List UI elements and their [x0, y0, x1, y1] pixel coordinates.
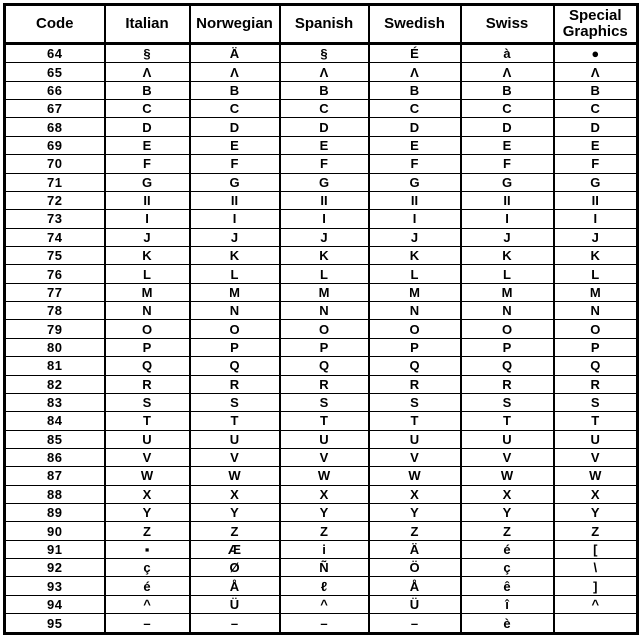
char-cell: Å — [369, 577, 461, 595]
char-cell: Z — [105, 522, 190, 540]
table-row — [5, 430, 638, 448]
char-cell: R — [190, 375, 280, 393]
char-cell: S — [554, 393, 638, 411]
table-row — [5, 81, 638, 99]
column-header-norwegian: Norwegian — [190, 5, 280, 44]
char-cell: W — [369, 467, 461, 485]
code-cell: 78 — [5, 302, 105, 320]
table-row — [5, 357, 638, 375]
char-cell: R — [105, 375, 190, 393]
char-cell: Ä — [369, 540, 461, 558]
char-cell: E — [461, 136, 554, 154]
char-cell: é — [461, 540, 554, 558]
char-cell: N — [190, 302, 280, 320]
char-cell: W — [461, 467, 554, 485]
char-cell: V — [461, 448, 554, 466]
char-cell: C — [369, 100, 461, 118]
char-cell: M — [105, 283, 190, 301]
char-cell: i — [280, 540, 369, 558]
char-cell: L — [280, 265, 369, 283]
char-cell: C — [190, 100, 280, 118]
table-row — [5, 302, 638, 320]
char-cell: R — [369, 375, 461, 393]
char-cell: Y — [105, 504, 190, 522]
char-cell: ç — [105, 559, 190, 577]
char-cell: S — [190, 393, 280, 411]
char-cell: Y — [190, 504, 280, 522]
table-row — [5, 118, 638, 136]
char-cell: – — [280, 614, 369, 634]
char-cell: ^ — [280, 595, 369, 613]
char-cell: J — [105, 228, 190, 246]
char-cell: F — [190, 155, 280, 173]
char-cell: J — [369, 228, 461, 246]
char-cell: Z — [369, 522, 461, 540]
table-body — [5, 44, 638, 634]
char-cell: Ü — [369, 595, 461, 613]
char-cell: P — [105, 338, 190, 356]
char-cell: N — [280, 302, 369, 320]
char-cell: N — [554, 302, 638, 320]
char-cell: E — [554, 136, 638, 154]
char-cell: U — [105, 430, 190, 448]
code-cell: 91 — [5, 540, 105, 558]
code-cell: 92 — [5, 559, 105, 577]
char-cell: P — [280, 338, 369, 356]
char-cell: Λ — [461, 63, 554, 81]
char-cell: Y — [554, 504, 638, 522]
char-cell: K — [190, 246, 280, 264]
char-cell: Z — [461, 522, 554, 540]
code-cell: 66 — [5, 81, 105, 99]
column-header-swedish: Swedish — [369, 5, 461, 44]
char-cell: II — [554, 191, 638, 209]
char-cell: R — [280, 375, 369, 393]
char-cell: Y — [280, 504, 369, 522]
char-cell: L — [369, 265, 461, 283]
char-cell: Z — [280, 522, 369, 540]
code-cell: 86 — [5, 448, 105, 466]
char-cell: U — [280, 430, 369, 448]
char-cell: X — [190, 485, 280, 503]
char-cell: U — [461, 430, 554, 448]
char-cell: K — [461, 246, 554, 264]
char-cell: F — [554, 155, 638, 173]
code-cell: 79 — [5, 320, 105, 338]
char-cell: V — [105, 448, 190, 466]
table-row — [5, 246, 638, 264]
char-cell: U — [369, 430, 461, 448]
char-cell: T — [369, 412, 461, 430]
char-cell: D — [280, 118, 369, 136]
char-cell: R — [554, 375, 638, 393]
char-cell: S — [369, 393, 461, 411]
table-row — [5, 320, 638, 338]
table-row — [5, 614, 638, 634]
char-cell: Ö — [369, 559, 461, 577]
code-cell: 83 — [5, 393, 105, 411]
char-cell: G — [369, 173, 461, 191]
char-cell: V — [369, 448, 461, 466]
char-cell: \ — [554, 559, 638, 577]
code-cell: 72 — [5, 191, 105, 209]
char-cell: T — [554, 412, 638, 430]
char-cell: ● — [554, 44, 638, 63]
character-set-table — [3, 3, 639, 635]
char-cell: V — [554, 448, 638, 466]
code-cell: 84 — [5, 412, 105, 430]
char-cell: F — [461, 155, 554, 173]
char-cell: L — [190, 265, 280, 283]
code-cell: 75 — [5, 246, 105, 264]
table-row — [5, 265, 638, 283]
char-cell: O — [554, 320, 638, 338]
char-cell: J — [554, 228, 638, 246]
char-cell: K — [105, 246, 190, 264]
char-cell: B — [461, 81, 554, 99]
char-cell: M — [554, 283, 638, 301]
char-cell: T — [105, 412, 190, 430]
char-cell: Ñ — [280, 559, 369, 577]
code-cell: 89 — [5, 504, 105, 522]
code-cell: 65 — [5, 63, 105, 81]
char-cell: Y — [369, 504, 461, 522]
char-cell: P — [554, 338, 638, 356]
char-cell: N — [369, 302, 461, 320]
char-cell: D — [554, 118, 638, 136]
table-row — [5, 283, 638, 301]
char-cell: D — [369, 118, 461, 136]
char-cell: E — [190, 136, 280, 154]
code-cell: 74 — [5, 228, 105, 246]
char-cell: F — [280, 155, 369, 173]
code-cell: 88 — [5, 485, 105, 503]
char-cell: G — [554, 173, 638, 191]
char-cell: R — [461, 375, 554, 393]
char-cell: § — [105, 44, 190, 63]
char-cell: Q — [369, 357, 461, 375]
column-header-special-graphics: Special Graphics — [554, 5, 638, 44]
code-cell: 95 — [5, 614, 105, 634]
char-cell: O — [461, 320, 554, 338]
char-cell: L — [105, 265, 190, 283]
header-row — [5, 5, 638, 44]
column-header-spanish: Spanish — [280, 5, 369, 44]
char-cell: W — [280, 467, 369, 485]
column-header-swiss: Swiss — [461, 5, 554, 44]
char-cell: II — [105, 191, 190, 209]
char-cell: ^ — [105, 595, 190, 613]
char-cell: B — [369, 81, 461, 99]
char-cell: I — [554, 210, 638, 228]
char-cell: W — [190, 467, 280, 485]
code-cell: 73 — [5, 210, 105, 228]
char-cell: U — [190, 430, 280, 448]
table-row — [5, 448, 638, 466]
char-cell: é — [105, 577, 190, 595]
char-cell: F — [105, 155, 190, 173]
code-cell: 71 — [5, 173, 105, 191]
char-cell: ^ — [554, 595, 638, 613]
char-cell: D — [105, 118, 190, 136]
char-cell: P — [190, 338, 280, 356]
char-cell: X — [369, 485, 461, 503]
code-cell: 77 — [5, 283, 105, 301]
table-row — [5, 559, 638, 577]
char-cell: M — [280, 283, 369, 301]
char-cell: Λ — [190, 63, 280, 81]
char-cell: O — [105, 320, 190, 338]
char-cell: Z — [190, 522, 280, 540]
table-row — [5, 485, 638, 503]
char-cell: M — [190, 283, 280, 301]
table-row — [5, 136, 638, 154]
code-cell: 81 — [5, 357, 105, 375]
column-header-italian: Italian — [105, 5, 190, 44]
char-cell: G — [461, 173, 554, 191]
char-cell: II — [461, 191, 554, 209]
code-cell: 87 — [5, 467, 105, 485]
code-cell: 90 — [5, 522, 105, 540]
char-cell: X — [554, 485, 638, 503]
table-row — [5, 412, 638, 430]
table-row — [5, 338, 638, 356]
char-cell: P — [369, 338, 461, 356]
table-row — [5, 210, 638, 228]
char-cell: Q — [554, 357, 638, 375]
column-header-code: Code — [5, 5, 105, 44]
char-cell: – — [369, 614, 461, 634]
char-cell — [554, 614, 638, 634]
char-cell: B — [554, 81, 638, 99]
code-cell: 64 — [5, 44, 105, 63]
char-cell: ê — [461, 577, 554, 595]
code-cell: 80 — [5, 338, 105, 356]
char-cell: è — [461, 614, 554, 634]
table-row — [5, 393, 638, 411]
char-cell: D — [190, 118, 280, 136]
char-cell: P — [461, 338, 554, 356]
char-cell: N — [105, 302, 190, 320]
char-cell: C — [105, 100, 190, 118]
table-row — [5, 228, 638, 246]
char-cell: ç — [461, 559, 554, 577]
char-cell: § — [280, 44, 369, 63]
table-row — [5, 155, 638, 173]
char-cell: G — [190, 173, 280, 191]
char-cell: Y — [461, 504, 554, 522]
char-cell: U — [554, 430, 638, 448]
char-cell: K — [554, 246, 638, 264]
char-cell: Å — [190, 577, 280, 595]
table-row — [5, 191, 638, 209]
char-cell: T — [461, 412, 554, 430]
code-cell: 76 — [5, 265, 105, 283]
char-cell: V — [280, 448, 369, 466]
char-cell: Q — [280, 357, 369, 375]
char-cell: Q — [461, 357, 554, 375]
char-cell: C — [280, 100, 369, 118]
table-row — [5, 595, 638, 613]
table-row — [5, 577, 638, 595]
char-cell: L — [461, 265, 554, 283]
char-cell: É — [369, 44, 461, 63]
char-cell: W — [105, 467, 190, 485]
code-cell: 85 — [5, 430, 105, 448]
char-cell: Λ — [369, 63, 461, 81]
char-cell: II — [369, 191, 461, 209]
char-cell: D — [461, 118, 554, 136]
char-cell: O — [369, 320, 461, 338]
char-cell: î — [461, 595, 554, 613]
char-cell: V — [190, 448, 280, 466]
char-cell: C — [461, 100, 554, 118]
char-cell: à — [461, 44, 554, 63]
table-row — [5, 467, 638, 485]
char-cell: Λ — [280, 63, 369, 81]
char-cell: II — [280, 191, 369, 209]
table-row — [5, 540, 638, 558]
table-row — [5, 44, 638, 63]
char-cell: ▪ — [105, 540, 190, 558]
char-cell: X — [280, 485, 369, 503]
char-cell: – — [105, 614, 190, 634]
char-cell: M — [369, 283, 461, 301]
char-cell: X — [105, 485, 190, 503]
char-cell: T — [280, 412, 369, 430]
code-cell: 69 — [5, 136, 105, 154]
char-cell: I — [369, 210, 461, 228]
char-cell: S — [280, 393, 369, 411]
char-cell: Z — [554, 522, 638, 540]
char-cell: O — [280, 320, 369, 338]
table-row — [5, 100, 638, 118]
code-cell: 68 — [5, 118, 105, 136]
code-cell: 82 — [5, 375, 105, 393]
char-cell: O — [190, 320, 280, 338]
char-cell: S — [105, 393, 190, 411]
char-cell: I — [461, 210, 554, 228]
char-cell: J — [190, 228, 280, 246]
char-cell: E — [369, 136, 461, 154]
char-cell: B — [105, 81, 190, 99]
char-cell: C — [554, 100, 638, 118]
char-cell: Ü — [190, 595, 280, 613]
table-row — [5, 63, 638, 81]
char-cell: E — [280, 136, 369, 154]
code-cell: 93 — [5, 577, 105, 595]
char-cell: Æ — [190, 540, 280, 558]
char-cell: ℓ — [280, 577, 369, 595]
char-cell: K — [369, 246, 461, 264]
char-cell: II — [190, 191, 280, 209]
char-cell: N — [461, 302, 554, 320]
char-cell: Q — [190, 357, 280, 375]
char-cell: Λ — [105, 63, 190, 81]
char-cell: L — [554, 265, 638, 283]
code-cell: 70 — [5, 155, 105, 173]
char-cell: [ — [554, 540, 638, 558]
char-cell: Q — [105, 357, 190, 375]
char-cell: – — [190, 614, 280, 634]
code-cell: 67 — [5, 100, 105, 118]
char-cell: I — [190, 210, 280, 228]
char-cell: Ø — [190, 559, 280, 577]
table-row — [5, 375, 638, 393]
char-cell: J — [280, 228, 369, 246]
char-cell: I — [105, 210, 190, 228]
char-cell: M — [461, 283, 554, 301]
char-cell: B — [280, 81, 369, 99]
char-cell: W — [554, 467, 638, 485]
char-cell: T — [190, 412, 280, 430]
char-cell: X — [461, 485, 554, 503]
table-header — [5, 5, 638, 44]
char-cell: G — [280, 173, 369, 191]
code-cell: 94 — [5, 595, 105, 613]
char-cell: Ä — [190, 44, 280, 63]
char-cell: K — [280, 246, 369, 264]
char-cell: J — [461, 228, 554, 246]
char-cell: G — [105, 173, 190, 191]
char-cell: S — [461, 393, 554, 411]
char-cell: E — [105, 136, 190, 154]
table-row — [5, 522, 638, 540]
char-cell: ] — [554, 577, 638, 595]
table-row — [5, 504, 638, 522]
char-cell: B — [190, 81, 280, 99]
char-cell: I — [280, 210, 369, 228]
table-row — [5, 173, 638, 191]
char-cell: F — [369, 155, 461, 173]
char-cell: Λ — [554, 63, 638, 81]
